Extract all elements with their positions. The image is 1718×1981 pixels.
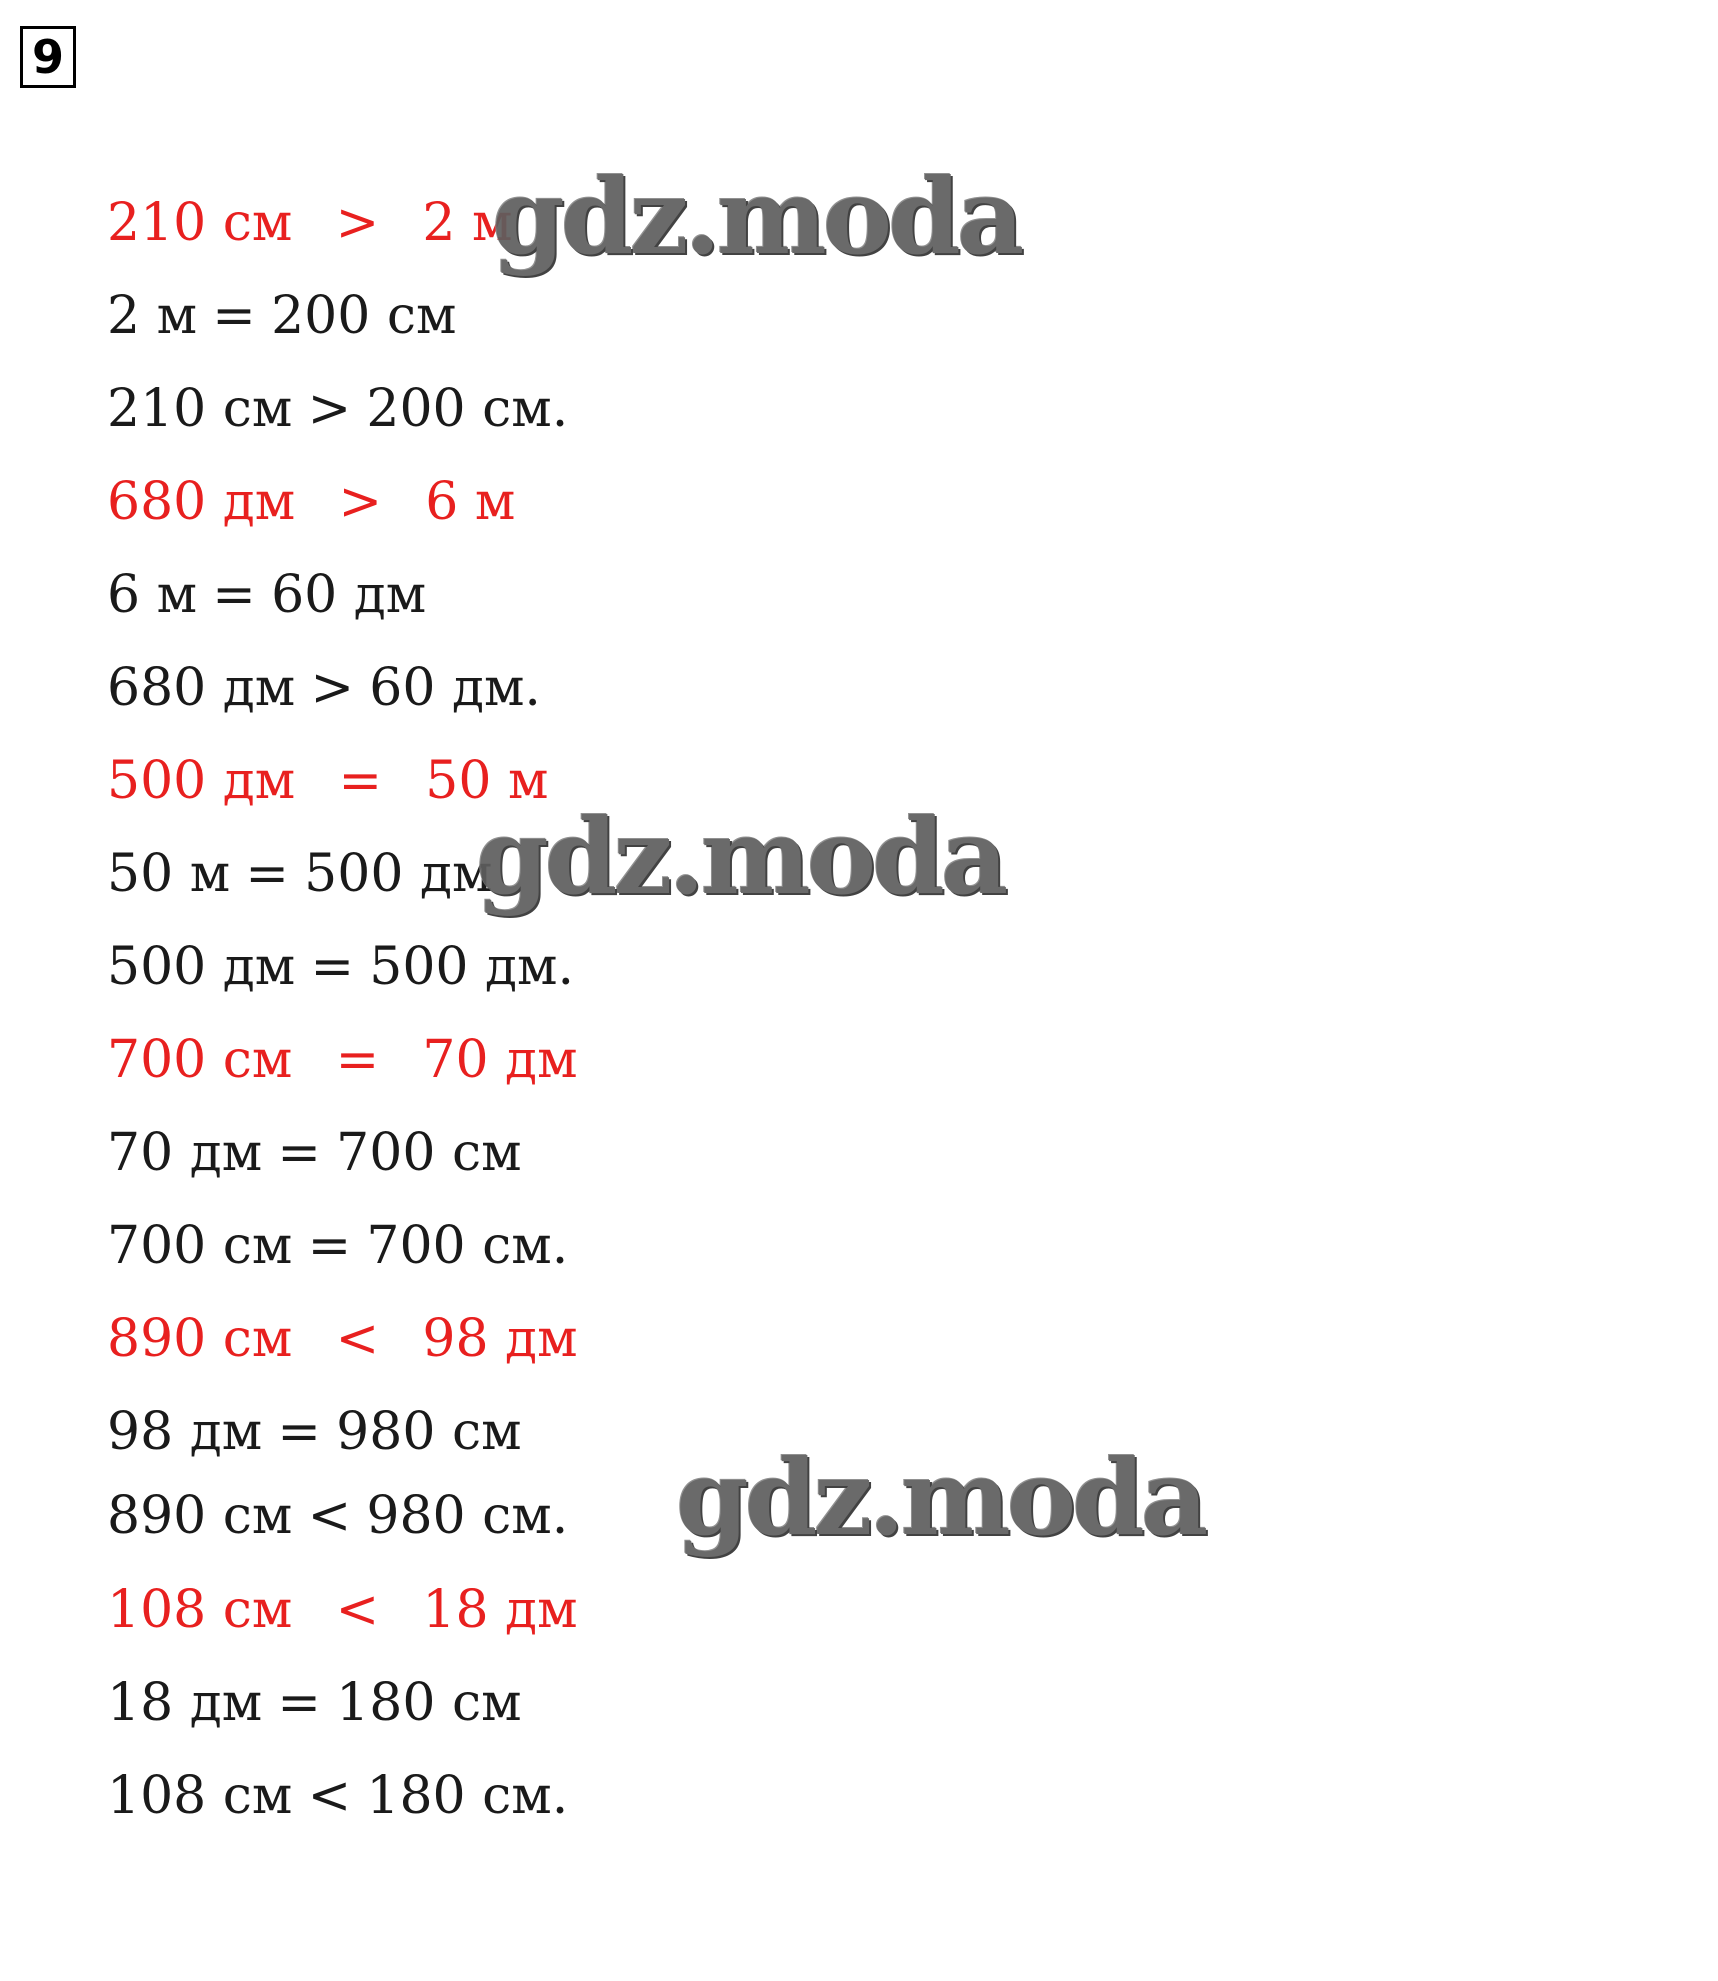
answer-left: 700 см — [107, 1030, 293, 1090]
answer-left: 108 см — [107, 1580, 293, 1640]
step-operator: = — [310, 937, 355, 997]
step-line-6-1 — [107, 1673, 522, 1733]
step-operator: = — [245, 844, 289, 904]
step-line-3-1 — [107, 844, 492, 904]
step-operator: < — [307, 1766, 352, 1826]
step-left: 108 см — [107, 1766, 293, 1826]
answer-right: 18 дм — [422, 1580, 578, 1640]
step-left: 18 дм — [107, 1673, 263, 1733]
answer-operator: < — [335, 1309, 380, 1369]
task-number: 9 — [20, 26, 76, 88]
answer-line-2 — [107, 472, 515, 532]
step-right: 60 дм — [271, 565, 427, 625]
step-line-3-2 — [107, 937, 574, 997]
step-right: 180 см — [336, 1673, 522, 1733]
step-right: 980 см — [336, 1402, 522, 1462]
step-operator: = — [277, 1402, 321, 1462]
answer-right: 98 дм — [422, 1309, 578, 1369]
answer-right: 70 дм — [422, 1030, 578, 1090]
answer-line-5 — [107, 1309, 578, 1369]
step-left: 700 см — [107, 1216, 293, 1276]
answer-left: 680 дм — [107, 472, 296, 532]
answer-left: 890 см — [107, 1309, 293, 1369]
step-operator: = — [212, 286, 256, 346]
step-left: 890 см — [107, 1486, 293, 1546]
step-operator: < — [307, 1486, 352, 1546]
step-line-5-2 — [107, 1486, 568, 1546]
answer-line-4 — [107, 1030, 578, 1090]
step-right: 60 дм. — [369, 658, 541, 718]
step-line-2-1 — [107, 565, 426, 625]
step-left: 2 м — [107, 286, 198, 346]
step-left: 98 дм — [107, 1402, 263, 1462]
answer-operator: = — [335, 1030, 380, 1090]
step-left: 500 дм — [107, 937, 296, 997]
answer-right: 50 м — [425, 751, 549, 811]
step-right: 700 см — [336, 1123, 522, 1183]
step-left: 680 дм — [107, 658, 296, 718]
step-right: 500 дм. — [369, 937, 575, 997]
step-line-4-2 — [107, 1216, 568, 1276]
watermark: gdz.moda — [476, 795, 1005, 918]
step-line-1-1 — [107, 286, 456, 346]
step-line-4-1 — [107, 1123, 522, 1183]
step-operator: > — [307, 379, 352, 439]
answer-operator: > — [335, 193, 380, 253]
step-operator: = — [277, 1673, 321, 1733]
answer-left: 210 см — [107, 193, 293, 253]
answer-line-1 — [107, 193, 512, 253]
answer-operator: = — [338, 751, 383, 811]
step-left: 70 дм — [107, 1123, 263, 1183]
answer-right: 6 м — [425, 472, 516, 532]
step-operator: = — [307, 1216, 352, 1276]
step-operator: = — [212, 565, 256, 625]
step-right: 500 дм — [304, 844, 493, 904]
step-right: 200 см. — [366, 379, 569, 439]
step-line-2-2 — [107, 658, 541, 718]
step-left: 210 см — [107, 379, 293, 439]
answer-right: 2 м — [422, 193, 513, 253]
step-right: 700 см. — [366, 1216, 569, 1276]
watermark: gdz.moda — [676, 1436, 1205, 1559]
watermark: gdz.moda — [492, 155, 1021, 278]
step-left: 50 м — [107, 844, 231, 904]
answer-line-6 — [107, 1580, 578, 1640]
step-right: 980 см. — [366, 1486, 569, 1546]
step-right: 180 см. — [366, 1766, 569, 1826]
answer-operator: > — [338, 472, 383, 532]
step-operator: > — [310, 658, 355, 718]
step-left: 6 м — [107, 565, 198, 625]
answer-left: 500 дм — [107, 751, 296, 811]
step-line-1-2 — [107, 379, 568, 439]
answer-operator: < — [335, 1580, 380, 1640]
step-operator: = — [277, 1123, 321, 1183]
step-line-5-1 — [107, 1402, 522, 1462]
step-line-6-2 — [107, 1766, 568, 1826]
step-right: 200 см — [271, 286, 457, 346]
